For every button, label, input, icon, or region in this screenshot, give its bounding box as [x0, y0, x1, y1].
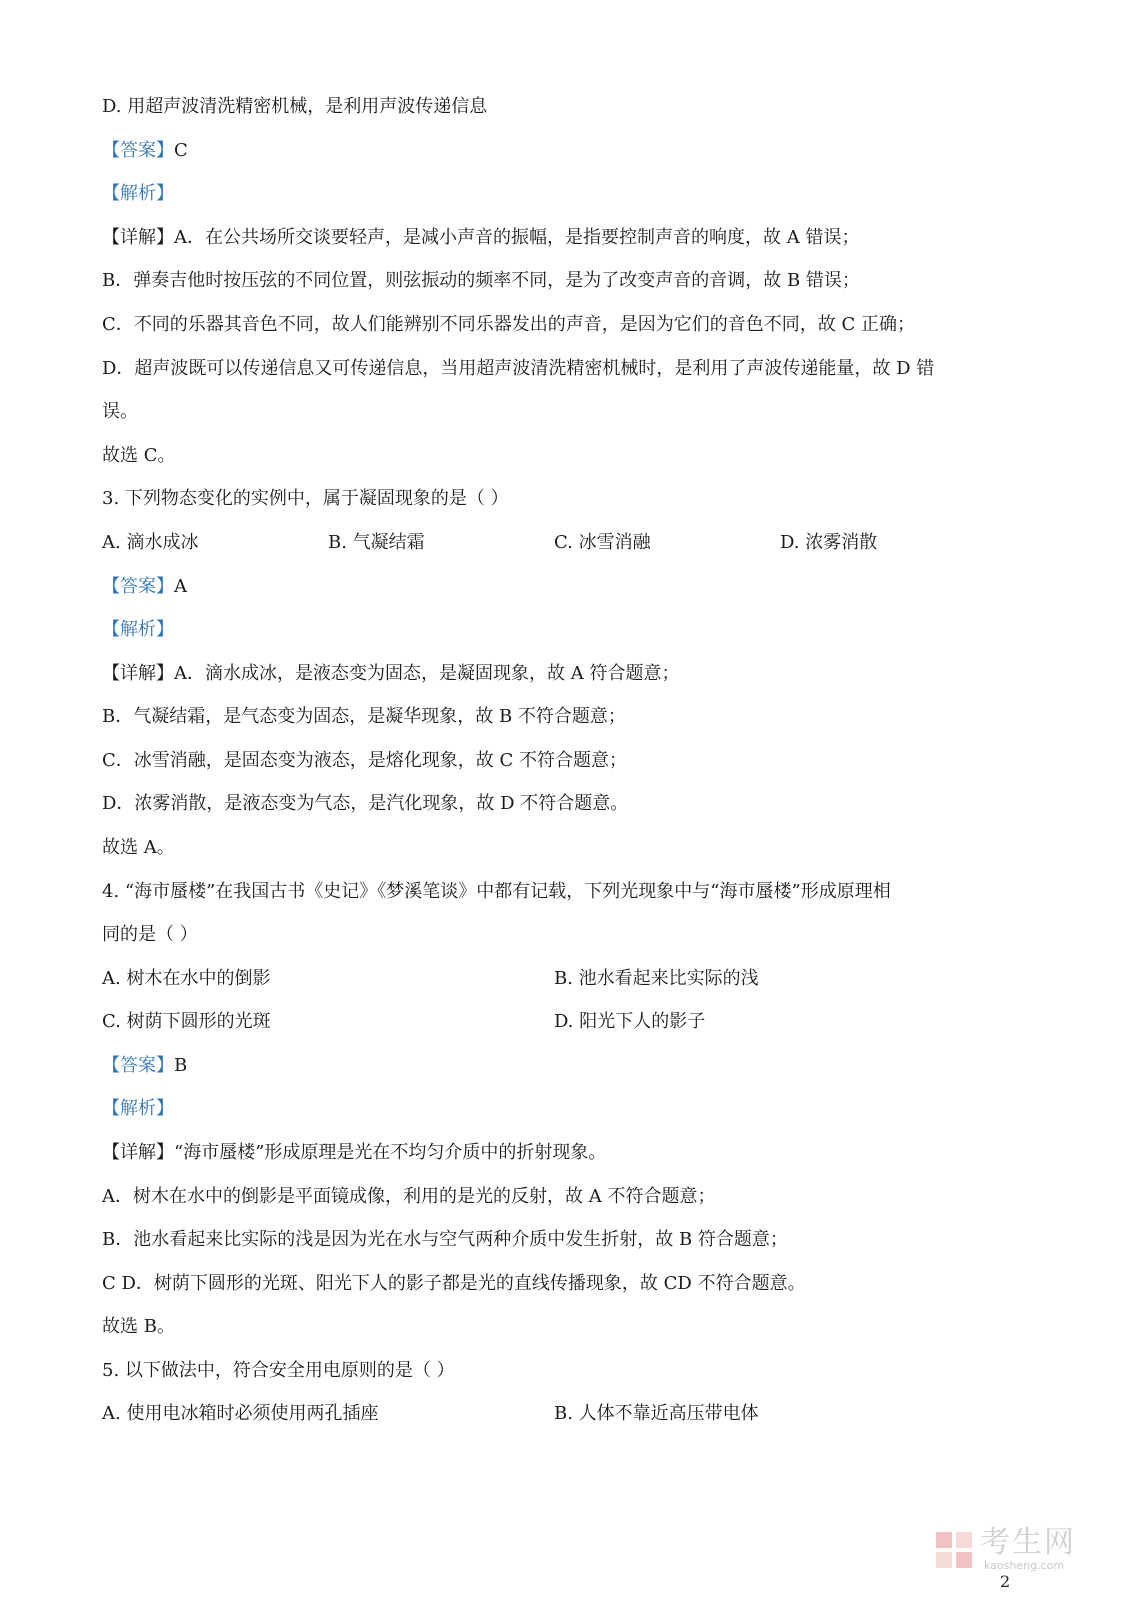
q3-detail-a: [102, 661, 679, 687]
kaosheng-watermark-logo: [934, 1526, 1094, 1576]
q2-detail-d-line2: 误。: [102, 401, 138, 422]
watermark-text: 考生网: [980, 1525, 1076, 1560]
answer-value: A: [174, 576, 187, 597]
answer-tag: 【答案】: [102, 140, 174, 161]
kaosheng-logo-icon: [934, 1530, 974, 1570]
detail-tag: 【详解】: [102, 1142, 174, 1163]
watermark-url: kaosheng.com: [984, 1559, 1065, 1572]
detail-tag: 【详解】: [102, 227, 174, 248]
q4-option-d: D. 阳光下人的影子: [554, 1011, 706, 1032]
q3-stem: 3. 下列物态变化的实例中，属于凝固现象的是（ ）: [102, 488, 509, 509]
q2-option-d: D. 用超声波清洗精密机械，是利用声波传递信息: [102, 96, 488, 117]
detail-text: A．滴水成冰，是液态变为固态，是凝固现象，故 A 符合题意；: [174, 663, 680, 684]
q3-option-b: B. 气凝结霜: [328, 532, 425, 553]
q3-option-c: C. 冰雪消融: [554, 532, 651, 553]
q2-detail-d-line1: D．超声波既可以传递信息又可传递信息，当用超声波清洗精密机械时，是利用了声波传递能量，故 D 错: [102, 358, 935, 379]
q4-option-b: B. 池水看起来比实际的浅: [554, 968, 759, 989]
q3-option-d: D. 浓雾消散: [780, 532, 878, 553]
q2-detail-c: C．不同的乐器其音色不同，故人们能辨别不同乐器发出的声音，是因为它们的音色不同，故 C 正确；: [102, 314, 915, 335]
q4-conclusion: 故选 B。: [102, 1316, 175, 1337]
q3-analysis-tag: 【解析】: [102, 619, 174, 640]
answer-value: C: [174, 140, 188, 161]
q3-option-a: A. 滴水成冰: [102, 532, 199, 553]
answer-tag: 【答案】: [102, 576, 174, 597]
q5-stem: 5. 以下做法中，符合安全用电原则的是（ ）: [102, 1360, 455, 1381]
q3-conclusion: 故选 A。: [102, 837, 175, 858]
page-number: 2: [1000, 1572, 1011, 1591]
q5-option-a: A. 使用电冰箱时必须使用两孔插座: [102, 1403, 379, 1424]
q4-detail-b: B．池水看起来比实际的浅是因为光在水与空气两种介质中发生折射，故 B 符合题意；: [102, 1229, 788, 1250]
q4-option-c: C. 树荫下圆形的光斑: [102, 1011, 271, 1032]
q2-detail-b: B．弹奏吉他时按压弦的不同位置，则弦振动的频率不同，是为了改变声音的音调，故 B 错误；: [102, 270, 860, 291]
q4-detail-a: A．树木在水中的倒影是平面镜成像，利用的是光的反射，故 A 不符合题意；: [102, 1186, 716, 1207]
q4-detail-intro: [102, 1140, 606, 1166]
q3-detail-d: D．浓雾消散，是液态变为气态，是汽化现象，故 D 不符合题意。: [102, 793, 629, 814]
q2-analysis-tag: 【解析】: [102, 183, 174, 204]
detail-tag: 【详解】: [102, 663, 174, 684]
q4-stem-line2: 同的是（ ）: [102, 924, 198, 945]
q4-stem-line1: 4. “海市蜃楼”在我国古书《史记》《梦溪笔谈》中都有记载，下列光现象中与“海市蜃楼”形成原理相: [102, 881, 891, 902]
q3-detail-c: C．冰雪消融，是固态变为液态，是熔化现象，故 C 不符合题意；: [102, 750, 627, 771]
q4-option-a: A. 树木在水中的倒影: [102, 968, 271, 989]
answer-tag: 【答案】: [102, 1055, 174, 1076]
q2-detail-a: [102, 225, 859, 251]
answer-value: B: [174, 1055, 188, 1076]
q5-option-b: B. 人体不靠近高压带电体: [554, 1403, 759, 1424]
q3-detail-b: B．气凝结霜，是气态变为固态，是凝华现象，故 B 不符合题意；: [102, 706, 626, 727]
q2-conclusion: 故选 C。: [102, 445, 176, 466]
q3-answer: [102, 574, 187, 600]
q4-analysis-tag: 【解析】: [102, 1098, 174, 1119]
q4-answer: [102, 1053, 187, 1079]
detail-text: A．在公共场所交谈要轻声，是减小声音的振幅，是指要控制声音的响度，故 A 错误；: [174, 227, 860, 248]
q2-answer: [102, 138, 188, 164]
q4-detail-cd: C D．树荫下圆形的光斑、阳光下人的影子都是光的直线传播现象，故 CD 不符合题意。: [102, 1273, 806, 1294]
detail-text: “海市蜃楼”形成原理是光在不均匀介质中的折射现象。: [174, 1142, 607, 1163]
